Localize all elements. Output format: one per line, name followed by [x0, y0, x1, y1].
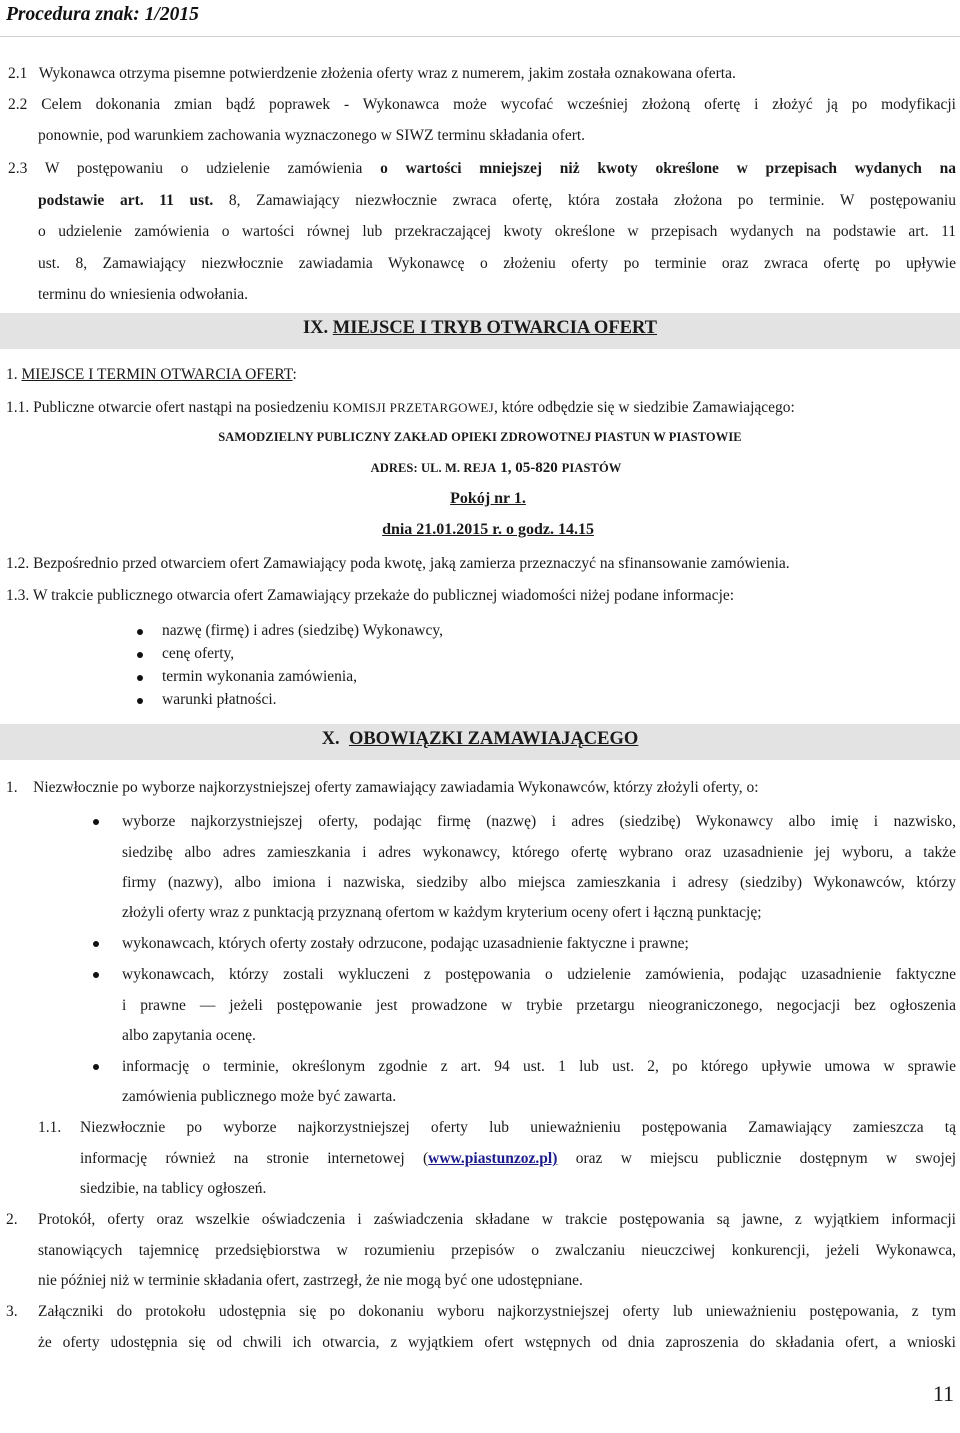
bullet-icon	[93, 972, 99, 978]
paragraph-x-1-1-line2	[80, 1143, 956, 1174]
paragraph-x-2-line2: stanowiących tajemnicę przedsiębiorstwa w rozumieniu przepisów o zwalczaniu nieuczciwej konkurencji, jeżeli Wykonawca,	[38, 1242, 956, 1259]
para-number: 1.	[6, 779, 18, 796]
list-item-line: firmy (nazwy), albo imiona i nazwiska, siedziby albo miejsca zamieszkania i adresy (siedziby) Wykonawców, którzy	[122, 874, 956, 891]
list-item-line: siedzibę albo adres zamieszkania i adres wykonawcy, którego ofertę wybrano oraz uzasadnienie jej wyboru, a także	[122, 844, 956, 861]
para-number: 1.1.	[38, 1119, 62, 1136]
section-title: MIEJSCE I TRYB OTWARCIA OFERT	[332, 318, 658, 338]
para-text: Celem dokonania zmian bądź poprawek - Wykonawca może wycofać wcześniej złożoną ofertę i złożyć ją po modyfikacji	[41, 96, 956, 113]
para-number: 2.1	[8, 65, 28, 82]
list-item: cenę oferty,	[162, 645, 235, 662]
bullet-icon	[93, 941, 99, 947]
website-link[interactable]: www.piastunzoz.pl)	[428, 1150, 558, 1167]
paragraph-x-1-1-line3: siedzibie, na tablicy ogłoszeń.	[80, 1180, 267, 1197]
para-text: Niezwłocznie po wyborze najkorzystniejszej oferty zamawiający zawiadamia Wykonawców, którzy złożyli oferty, o:	[33, 779, 759, 796]
paragraph-2-3-line2	[38, 186, 956, 217]
bullet-icon	[137, 675, 143, 681]
para-number: 2.	[6, 1211, 18, 1228]
bullet-icon	[93, 819, 99, 825]
section-title: OBOWIĄZKI ZAMAWIAJĄCEGO	[348, 729, 639, 749]
opening-date: dnia 21.01.2015 r. o godz. 14.15	[382, 521, 594, 538]
organization-address	[16, 459, 960, 477]
list-item-line: wykonawcach, którzy zostali wykluczeni z postępowania o udzielenie zamówienia, podając uzasadnienie faktyczne	[122, 966, 956, 983]
para-text: , które odbędzie się w siedzibie Zamawiającego:	[494, 399, 795, 416]
room-number: Pokój nr 1.	[450, 490, 526, 507]
para-text: W postępowaniu o udzielenie zamówienia	[44, 160, 363, 177]
para-number: 1.1.	[6, 399, 30, 416]
bullet-icon	[137, 629, 143, 635]
paragraph-2-1	[8, 59, 956, 90]
list-item-line: albo zapytania ocenę.	[122, 1027, 256, 1044]
bullet-icon	[137, 698, 143, 704]
paragraph-x-2-line3: nie później niż w terminie składania ofert, zastrzegł, że nie mogą być one udostępniane.	[38, 1272, 583, 1289]
paragraph-2-3-line1	[8, 154, 956, 185]
section-heading-ix	[0, 318, 960, 339]
para-text: W trakcie publicznego otwarcia ofert Zamawiający przekaże do publicznej wiadomości niżej podane informacje:	[32, 587, 735, 604]
section-heading-x	[0, 729, 960, 750]
list-item-line: zamówienia publicznego może być zawarta.	[122, 1088, 397, 1105]
subsection-title: MIEJSCE I TERMIN OTWARCIA OFERT	[21, 366, 293, 383]
para-number: 2.3	[8, 160, 28, 177]
organization-name: SAMODZIELNY PUBLICZNY ZAKŁAD OPIEKI ZDROWOTNEJ PIASTUN W PIASTOWIE	[218, 430, 742, 444]
para-text: Publiczne otwarcie ofert nastąpi na posiedzeniu	[33, 399, 329, 416]
list-item-line: złożyli oferty wraz z punktacją przyznaną ofertom w każdym kryterium oceny ofert i łączną punktację;	[122, 904, 762, 921]
para-text: 8, Zamawiający niezwłocznie zwraca ofertę, która została złożona po terminie.	[228, 192, 825, 209]
page-number: 11	[932, 1381, 954, 1406]
page-header	[0, 2, 960, 37]
paragraph-2-3-line3: o udzielenie zamówienia o wartości równej lub przekraczającej kwoty określone w przepisach wydanych na podstawie art. 11	[38, 223, 956, 240]
para-number: 1.3.	[6, 587, 30, 604]
paragraph-2-2-line1	[8, 90, 956, 121]
paragraph-x-3-line1: Załączniki do protokołu udostępnia się po dokonaniu wyboru najkorzystniejszej oferty lub unieważnieniu postępowania, z tym	[38, 1303, 956, 1320]
list-item: termin wykonania zamówienia,	[162, 668, 357, 685]
paragraph-x-1	[6, 773, 954, 804]
paragraph-x-3-line2: że oferty udostępnia się od chwili ich otwarcia, z wyjątkiem ofert wstępnych od dnia zaproszenia do składania ofert, a wnioski	[38, 1334, 956, 1351]
paragraph-ix-1-2	[6, 549, 954, 580]
section-roman: IX.	[302, 318, 329, 338]
para-number: 2.2	[8, 96, 28, 113]
subsection-1-title	[6, 360, 954, 391]
bullet-icon	[93, 1064, 99, 1070]
list-item-line: wyborze najkorzystniejszej oferty, podając firmę (nazwę) i adres (siedzibę) Wykonawcy albo imię i nazwisko,	[122, 813, 956, 830]
paragraph-x-2-line1: Protokół, oferty oraz wszelkie oświadczenia i zaświadczenia składane w trakcie postępowania są jawne, z wyjątkiem informacji	[38, 1211, 956, 1228]
para-text: oraz w miejscu publicznie dostępnym w swojej	[557, 1150, 957, 1167]
address-postcode: 1, 05-820	[500, 460, 558, 476]
colon: :	[292, 366, 297, 383]
paragraph-x-1-1-line1: Niezwłocznie po wyborze najkorzystniejszej oferty lub unieważnieniu postępowania Zamawiający zamieszcza tą	[80, 1119, 956, 1136]
paragraph-2-3-line5: terminu do wniesienia odwołania.	[38, 286, 249, 303]
address-city: PIASTÓW	[561, 461, 622, 475]
procedure-number: Procedura znak: 1/2015	[6, 4, 199, 25]
para-bold: o wartości mniejszej niż kwoty określone w przepisach wydanych na	[380, 160, 956, 177]
para-number: 1.2.	[6, 555, 30, 572]
paragraph-ix-1-3	[6, 581, 954, 612]
komisji-text: KOMISJI PRZETARGOWEJ	[332, 400, 495, 415]
para-text: Bezpośrednio przed otwarciem ofert Zamawiający poda kwotę, jaką zamierza przeznaczyć na sfinansowanie zamówienia.	[33, 555, 790, 572]
para-text: informację również na stronie internetowej (	[80, 1150, 429, 1167]
paragraph-ix-1-1	[6, 393, 954, 424]
subsection-number: 1.	[6, 366, 18, 383]
para-text: W postępowaniu	[839, 192, 957, 209]
paragraph-2-3-line4: ust. 8, Zamawiający niezwłocznie zawiadamia Wykonawcę o złożeniu oferty po terminie oraz zwraca ofertę po upływie	[38, 255, 956, 272]
list-item: nazwę (firmę) i adres (siedzibę) Wykonawcy,	[162, 622, 443, 639]
address-street: ADRES: UL. M. REJA	[370, 461, 497, 475]
section-roman: X.	[321, 729, 340, 749]
list-item-line: i prawne — jeżeli postępowanie jest prowadzone w trybie przetargu nieograniczonego, negocjacji bez ogłoszenia	[122, 997, 956, 1014]
para-number: 3.	[6, 1303, 18, 1320]
list-item-line: wykonawcach, których oferty zostały odrzucone, podając uzasadnienie faktyczne i prawne;	[122, 935, 689, 952]
para-text: Wykonawca otrzyma pisemne potwierdzenie złożenia oferty wraz z numerem, jakim została oznakowana oferta.	[38, 65, 736, 82]
para-bold: podstawie art. 11 ust.	[38, 192, 214, 209]
bullet-icon	[137, 652, 143, 658]
list-item: warunki płatności.	[162, 691, 277, 708]
paragraph-2-2-line2: ponownie, pod warunkiem zachowania wyznaczonego w SIWZ terminu składania ofert.	[38, 127, 586, 144]
list-item-line: informację o terminie, określonym zgodnie z art. 94 ust. 1 lub ust. 2, po którego upływie umowa w sprawie	[122, 1058, 956, 1075]
